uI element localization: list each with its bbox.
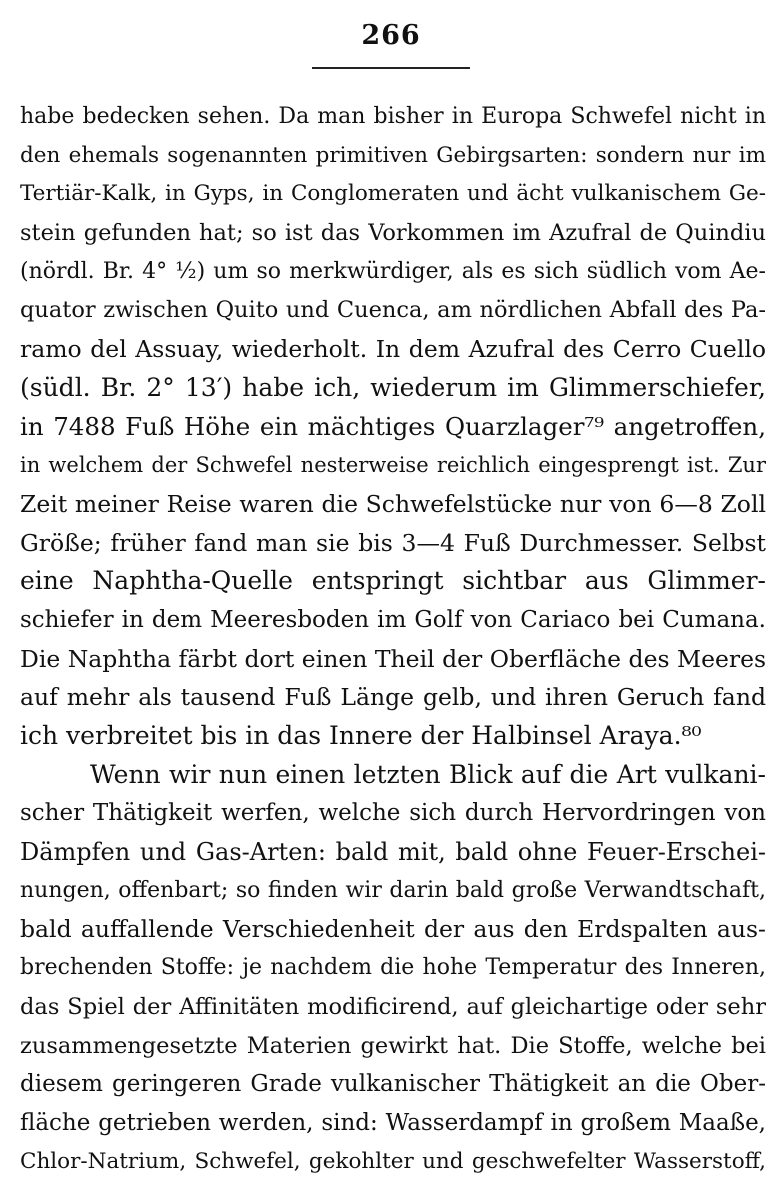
text-line: auf mehr als tausend Fuß Länge gelb, und ihren Geruch fand bbox=[20, 683, 766, 712]
text-line: ich verbreitet bis in das Innere der Halbinsel Araya.⁸⁰ bbox=[20, 721, 702, 750]
text-line: fläche getrieben werden, sind: Wasserdampf in großem Maaße, bbox=[20, 1109, 766, 1136]
text-line: Dämpfen und Gas-Arten: bald mit, bald ohne Feuer-Erschei- bbox=[20, 838, 766, 867]
text-line: (nördl. Br. 4° ½) um so merkwürdiger, als es sich südlich vom Ae- bbox=[20, 258, 766, 284]
text-line: nungen, offenbart; so finden wir darin bald große Verwandtschaft, bbox=[20, 877, 766, 903]
text-line: bald auffallende Verschiedenheit der aus den Erdspalten aus- bbox=[20, 915, 766, 944]
text-line: diesem geringeren Grade vulkanischer Thätigkeit an die Ober- bbox=[20, 1071, 766, 1098]
text-line: (südl. Br. 2° 13′) habe ich, wiederum im Glimmerschiefer, bbox=[20, 372, 766, 402]
text-line: Zeit meiner Reise waren die Schwefelstücke nur von 6—8 Zoll bbox=[20, 489, 766, 518]
text-line: zusammengesetzte Materien gewirkt hat. Die Stoffe, welche bei bbox=[20, 1032, 766, 1059]
text-line: Die Naphtha färbt dort einen Theil der Oberfläche des Meeres bbox=[20, 644, 766, 673]
text-line: ramo del Assuay, wiederholt. In dem Azufral des Cerro Cuello bbox=[20, 335, 766, 364]
text-line: Tertiär-Kalk, in Gyps, in Conglomeraten und ächt vulkanischem Ge- bbox=[20, 181, 766, 207]
text-line: Größe; früher fand man sie bis 3—4 Fuß Durchmesser. Selbst bbox=[20, 528, 766, 557]
text-line: Chlor-Natrium, Schwefel, gekohlter und geschwefelter Wasserstoff, bbox=[20, 1148, 766, 1174]
text-line: eine Naphtha-Quelle entspringt sichtbar aus Glimmer- bbox=[20, 566, 766, 596]
body-text bbox=[20, 98, 766, 1181]
text-line: den ehemals sogenannten primitiven Gebirgsarten: sondern nur im bbox=[20, 142, 766, 168]
text-line: quator zwischen Quito und Cuenca, am nördlichen Abfall des Pa- bbox=[20, 297, 766, 324]
text-line: habe bedecken sehen. Da man bisher in Europa Schwefel nicht in bbox=[20, 104, 766, 129]
page-number: 266 bbox=[361, 20, 421, 51]
paragraph-start-line: Wenn wir nun einen letzten Blick auf die Art vulkani- bbox=[90, 759, 766, 789]
text-line: stein gefunden hat; so ist das Vorkommen im Azufral de Quindiu bbox=[20, 220, 766, 247]
text-line: in 7488 Fuß Höhe ein mächtiges Quarzlager⁷⁹ angetroffen, bbox=[20, 411, 766, 441]
text-line: schiefer in dem Meeresboden im Golf von Cariaco bei Cumana. bbox=[20, 606, 766, 633]
text-line: das Spiel der Affinitäten modificirend, auf gleichartige oder sehr bbox=[20, 993, 766, 1020]
text-line: brechenden Stoffe: je nachdem die hohe Temperatur des Inneren, bbox=[20, 955, 766, 981]
header-rule bbox=[312, 67, 470, 69]
text-line: in welchem der Schwefel nesterweise reichlich eingesprengt ist. Zur bbox=[20, 453, 766, 478]
text-line: scher Thätigkeit werfen, welche sich durch Hervordringen von bbox=[20, 800, 766, 827]
